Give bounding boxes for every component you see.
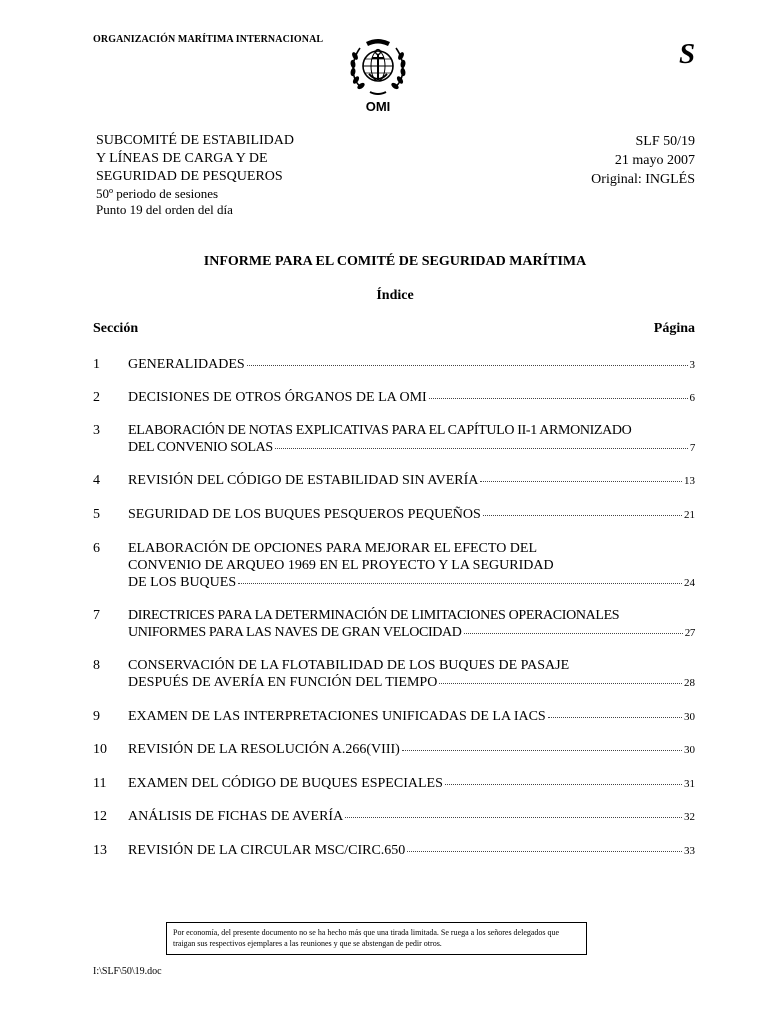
dot-leader xyxy=(345,816,682,818)
committee-line: SUBCOMITÉ DE ESTABILIDAD xyxy=(96,133,294,148)
document-reference xyxy=(591,132,695,189)
dot-leader xyxy=(402,749,682,751)
toc-title: REVISIÓN DE LA CIRCULAR MSC/CIRC.650 xyxy=(128,843,406,858)
dot-leader xyxy=(445,783,682,785)
toc-number: 2 xyxy=(93,390,100,405)
toc-page: 28 xyxy=(684,677,695,689)
dot-leader xyxy=(548,716,682,718)
toc-page: 6 xyxy=(689,392,695,404)
toc-title: EXAMEN DE LAS INTERPRETACIONES UNIFICADAS DE LA IACS xyxy=(128,709,546,724)
toc-title: DECISIONES DE OTROS ÓRGANOS DE LA OMI xyxy=(128,390,427,405)
index-title: Índice xyxy=(376,288,414,303)
toc-title: REVISIÓN DE LA RESOLUCIÓN A.266(VIII) xyxy=(128,742,400,757)
toc-number: 7 xyxy=(93,608,100,623)
toc-page: 24 xyxy=(684,577,695,589)
imo-emblem-icon xyxy=(348,36,408,98)
economy-notice: Por economía, del presente documento no se ha hecho más que una tirada limitada. Se ruega a los señores delegados que traigan sus respectivos ejemplares a las reuniones y que se abstengan de pedir otros. xyxy=(166,922,587,955)
toc-title: EXAMEN DEL CÓDIGO DE BUQUES ESPECIALES xyxy=(128,776,443,791)
toc-number: 1 xyxy=(93,357,100,372)
toc-title: ELABORACIÓN DE NOTAS EXPLICATIVAS PARA EL CAPÍTULO II-1 ARMONIZADO xyxy=(128,423,632,438)
toc-page: 31 xyxy=(684,778,695,790)
toc-page: 7 xyxy=(689,442,695,454)
toc-title: CONSERVACIÓN DE LA FLOTABILIDAD DE LOS BUQUES DE PASAJE xyxy=(128,658,570,673)
document-symbol: SLF 50/19 xyxy=(635,134,695,149)
dot-leader xyxy=(429,397,688,399)
toc-page: 30 xyxy=(684,711,695,723)
toc-page: 21 xyxy=(684,509,695,521)
toc-page: 30 xyxy=(684,744,695,756)
dot-leader xyxy=(275,447,688,449)
toc-title: DIRECTRICES PARA LA DETERMINACIÓN DE LIMITACIONES OPERACIONALES xyxy=(128,608,620,623)
toc-number: 13 xyxy=(93,843,107,858)
toc-number: 4 xyxy=(93,473,100,488)
toc-number: 3 xyxy=(93,423,100,438)
toc-title: SEGURIDAD DE LOS BUQUES PESQUEROS PEQUEÑOS xyxy=(128,507,481,522)
dot-leader xyxy=(439,682,682,684)
committee-line: Y LÍNEAS DE CARGA Y DE xyxy=(96,151,268,166)
toc-page: 32 xyxy=(684,811,695,823)
logo-label: OMI xyxy=(365,99,391,114)
toc-title: GENERALIDADES xyxy=(128,357,245,372)
toc-number: 6 xyxy=(93,541,100,556)
toc-title: REVISIÓN DEL CÓDIGO DE ESTABILIDAD SIN AVERÍA xyxy=(128,473,479,488)
dot-leader xyxy=(247,364,688,366)
agenda-item: Punto 19 del orden del día xyxy=(96,202,233,217)
toc-number: 5 xyxy=(93,507,100,522)
toc-title: DEL CONVENIO SOLAS xyxy=(128,440,273,455)
toc-title: ANÁLISIS DE FICHAS DE AVERÍA xyxy=(128,809,344,824)
dot-leader xyxy=(407,850,682,852)
dot-leader xyxy=(464,632,683,634)
toc-number: 9 xyxy=(93,709,100,724)
file-path: I:\SLF\50\19.doc xyxy=(93,966,162,977)
toc-title: ELABORACIÓN DE OPCIONES PARA MEJORAR EL EFECTO DEL xyxy=(128,541,538,556)
dot-leader xyxy=(483,514,682,516)
organization-name: ORGANIZACIÓN MARÍTIMA INTERNACIONAL xyxy=(93,34,324,45)
report-title: INFORME PARA EL COMITÉ DE SEGURIDAD MARÍTIMA xyxy=(203,254,587,269)
original-language: Original: INGLÉS xyxy=(591,172,695,187)
toc-number: 11 xyxy=(93,776,107,791)
toc-number: 12 xyxy=(93,809,107,824)
toc-title: UNIFORMES PARA LAS NAVES DE GRAN VELOCIDAD xyxy=(128,625,462,640)
language-code: S xyxy=(679,38,696,70)
toc-number: 8 xyxy=(93,658,100,673)
committee-block xyxy=(96,132,294,218)
toc-title: DESPUÉS DE AVERÍA EN FUNCIÓN DEL TIEMPO xyxy=(128,675,438,690)
session-line: 50º periodo de sesiones xyxy=(96,186,219,201)
committee-line: SEGURIDAD DE PESQUEROS xyxy=(96,169,283,184)
page-column-header: Página xyxy=(653,321,695,336)
toc-number: 10 xyxy=(93,742,107,757)
toc-page: 27 xyxy=(684,627,695,639)
toc-page: 13 xyxy=(684,475,695,487)
dot-leader xyxy=(238,582,682,584)
toc-title: CONVENIO DE ARQUEO 1969 EN EL PROYECTO Y LA SEGURIDAD xyxy=(128,558,554,573)
toc-page: 3 xyxy=(689,359,695,371)
toc-page: 33 xyxy=(684,845,695,857)
toc-title: DE LOS BUQUES xyxy=(128,575,237,590)
dot-leader xyxy=(480,480,682,482)
section-column-header: Sección xyxy=(93,321,139,336)
document-date: 21 mayo 2007 xyxy=(614,153,695,168)
